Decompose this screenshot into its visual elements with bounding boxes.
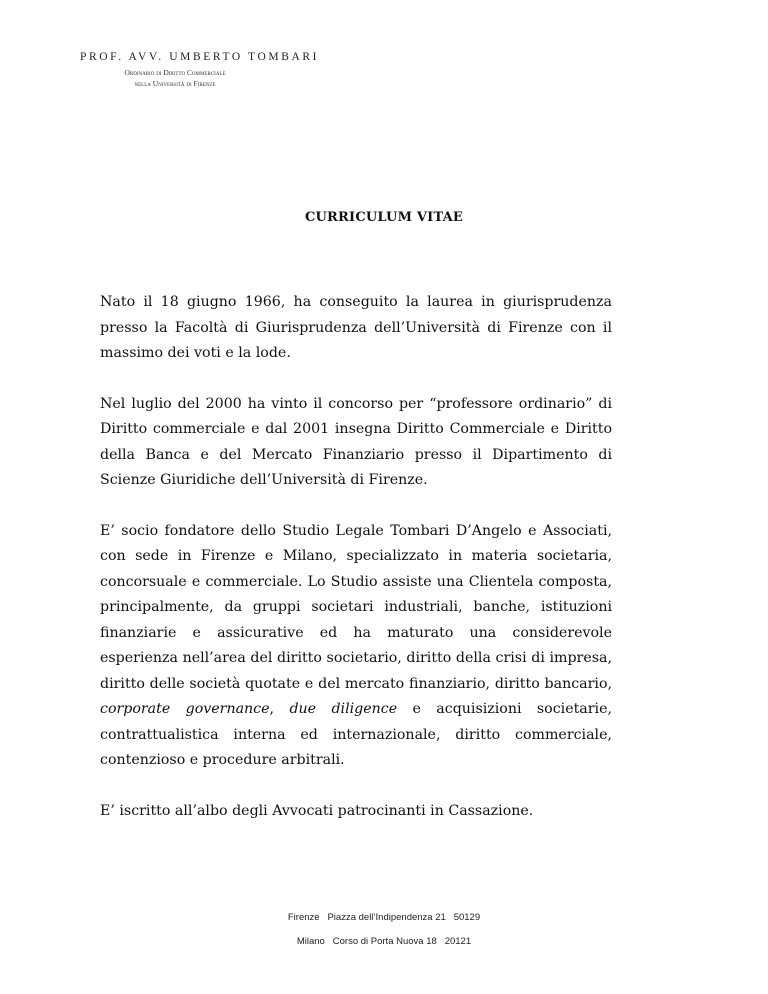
- letterhead-title: Ordinario di Diritto Commerciale: [124, 68, 226, 77]
- text: E’ socio fondatore dello Studio Legale Tombari D’Angelo e Associati, con sede in Firenze e Milano, specializzato in materia societaria, concorsuale e commerciale. Lo Studio assiste una Clientela composta, principalmente, da gruppi societari industriali, banche, istituzioni finanziarie e assicurative ed ha maturato una considerevole esperienza nell’area del diritto societario, diritto della crisi di impresa, diritto delle società quotate e del mercato finanziario, diritto bancario,: [100, 522, 612, 692]
- paragraph-professorship: Nel luglio del 2000 ha vinto il concorso per “professore ordinario” di Diritto commerciale e dal 2001 insegna Diritto Commerciale e Diritto della Banca e del Mercato Finanziario presso il Dipartimento di Scienze Giuridiche dell’Università di Firenze.: [100, 395, 612, 488]
- italic-term: due diligence: [289, 701, 398, 717]
- paragraph-law-firm: [100, 519, 612, 774]
- footer-address-florence: Firenze Piazza dell’Indipendenza 21 50129: [287, 912, 481, 923]
- document-title: CURRICULUM VITAE: [304, 210, 464, 225]
- text: ,: [269, 701, 290, 717]
- text: e acquisizioni societarie, contrattualistica interna ed internazionale, diritto commerciale, contenzioso e procedure arbitrali.: [100, 701, 612, 768]
- italic-term: corporate governance: [100, 701, 270, 717]
- footer-address-milan: Milano Corso di Porta Nuova 18 20121: [296, 936, 472, 947]
- paragraph-bar-registration: E’ iscritto all’albo degli Avvocati patrocinanti in Cassazione.: [100, 802, 534, 819]
- document-body: [100, 290, 612, 849]
- letterhead-affiliation: nella Università di Firenze: [134, 79, 216, 88]
- paragraph-birth-education: Nato il 18 giugno 1966, ha conseguito la laurea in giurisprudenza presso la Facoltà di Giurisprudenza dell’Università di Firenze con il massimo dei voti e la lode.: [100, 294, 612, 361]
- letterhead-name: PROF. AVV. UMBERTO TOMBARI: [80, 51, 320, 63]
